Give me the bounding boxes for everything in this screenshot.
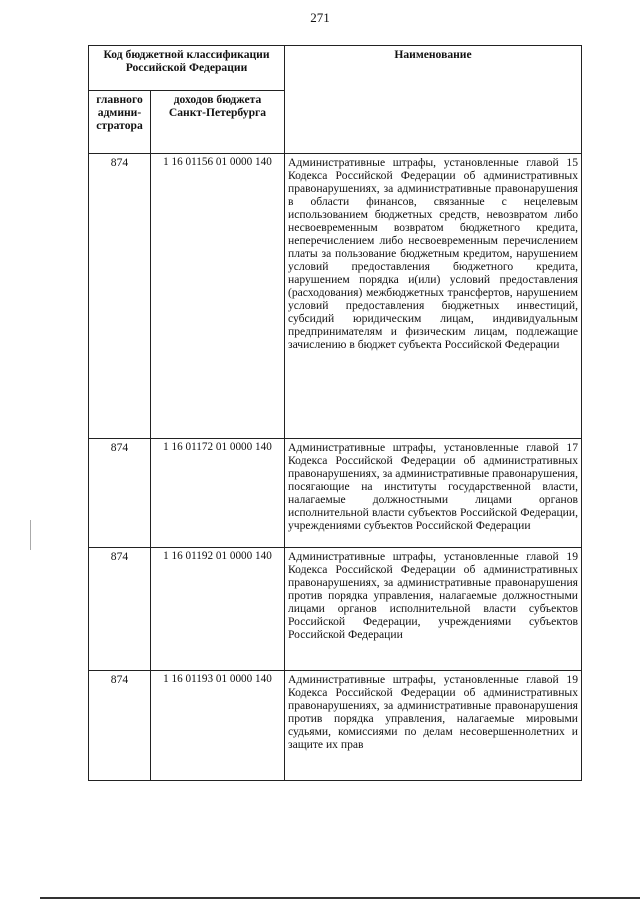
income-code-cell: 1 16 01156 01 0000 140 (151, 154, 285, 439)
header-classification-code: Код бюджетной классификации Российской Федерации (89, 46, 285, 91)
income-code-cell: 1 16 01172 01 0000 140 (151, 439, 285, 548)
scan-margin-mark (30, 520, 31, 550)
admin-code-cell: 874 (89, 548, 151, 671)
table-row (89, 439, 582, 548)
header-budget-income: доходов бюджета Санкт-Петербурга (151, 91, 285, 154)
table-row (89, 154, 582, 439)
name-cell: Административные штрафы, установленные главой 17 Кодекса Российской Федерации об административных правонарушениях, за административные правонарушения, посягающие на институты государственной власти, налагаемые должностными лицами органов исполнительной власти субъектов Российской Федерации, учреждениями субъектов Российской Федерации (285, 439, 582, 548)
admin-code-cell: 874 (89, 154, 151, 439)
name-cell: Административные штрафы, установленные главой 19 Кодекса Российской Федерации об административных правонарушениях, за административные правонарушения против порядка управления, налагаемые мировыми судьями, комиссиями по делам несовершеннолетних и защите их прав (285, 671, 582, 781)
admin-code-cell: 874 (89, 671, 151, 781)
table-row (89, 548, 582, 671)
page-number: 271 (310, 10, 330, 25)
income-code-cell: 1 16 01192 01 0000 140 (151, 548, 285, 671)
income-code-cell: 1 16 01193 01 0000 140 (151, 671, 285, 781)
admin-code-cell: 874 (89, 439, 151, 548)
header-chief-administrator: главного админи-стратора (89, 91, 151, 154)
budget-classification-table (88, 45, 582, 781)
name-cell: Административные штрафы, установленные главой 19 Кодекса Российской Федерации об административных правонарушениях, за административные правонарушения против порядка управления, налагаемые должностными лицами органов исполнительной власти субъектов Российской Федерации, учреждениями субъектов Российской Федерации (285, 548, 582, 671)
table-row (89, 671, 582, 781)
header-name: Наименование (285, 46, 582, 154)
name-cell: Административные штрафы, установленные главой 15 Кодекса Российской Федерации об административных правонарушениях, за административные правонарушения в области финансов, связанные с нецелевым использованием бюджетных средств, невозвратом либо несвоевременным возвратом бюджетного кредита, неперечислением либо несвоевременным перечислением платы за пользование бюджетным кредитом, нарушением условий предоставления бюджетного кредита, нарушением порядка и(или) условий предоставления (расходования) межбюджетных трансфертов, нарушением условий предоставления бюджетных инвестиций, субсидий юридическим лицам, индивидуальным предпринимателям и физическим лицам, подлежащие зачислению в бюджет субъекта Российской Федерации (285, 154, 582, 439)
page-bottom-rule (40, 897, 640, 899)
